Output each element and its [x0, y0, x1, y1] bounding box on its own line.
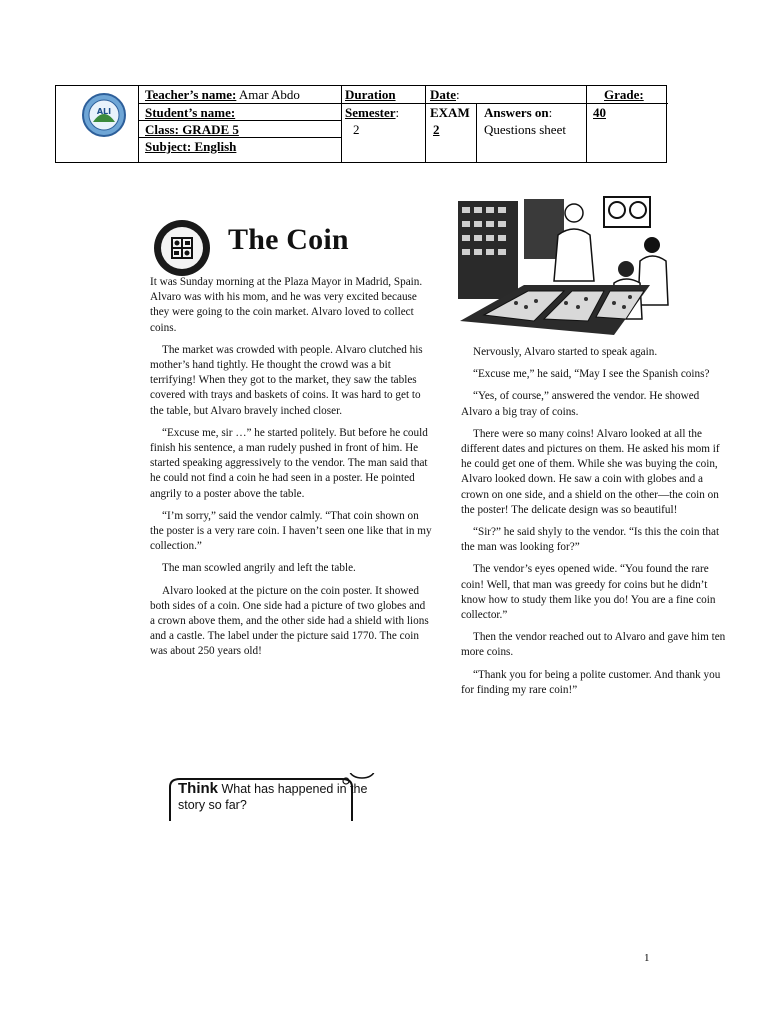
- class-label: Class: GRADE 5: [145, 122, 239, 137]
- table-divider: [138, 120, 341, 121]
- story-paragraph: Alvaro looked at the picture on the coin poster. It showed both sides of a coin. One side had a picture of two globes and a crown above them, and the other side had a shield with lions and a castle. The label under the picture said 1770. The coin was about 250 years old!: [150, 584, 429, 658]
- table-divider: [476, 103, 477, 162]
- story-title: The Coin: [228, 223, 349, 256]
- story-paragraph: Then the vendor reached out to Alvaro and gave him ten more coins.: [461, 631, 726, 659]
- table-divider: [341, 86, 342, 162]
- story-page: [128, 195, 726, 817]
- story-paragraph: Nervously, Alvaro started to speak again.: [473, 346, 658, 358]
- table-divider: [425, 86, 426, 162]
- table-divider: [586, 86, 587, 162]
- story-paragraph: The vendor’s eyes opened wide. “You found the rare coin! Well, that man was greedy for coins but he didn’t know how to study them like you do! You are a fine coin collector.”: [461, 563, 716, 622]
- table-divider: [138, 86, 139, 162]
- story-left-column: [150, 275, 432, 667]
- story-paragraph: It was Sunday morning at the Plaza Mayor in Madrid, Spain. Alvaro was with his mom, and he was very excited because they were going to the coin market. Alvaro loved to collect coins.: [150, 276, 423, 334]
- semester-row: Semester:: [345, 105, 400, 120]
- exam-label: EXAM: [430, 105, 470, 120]
- table-divider: [138, 103, 668, 104]
- answers-on-value: Questions sheet: [484, 122, 566, 137]
- answers-on-row: Answers on:: [484, 105, 553, 120]
- coin-icon: [152, 218, 212, 278]
- think-prompt: Think What has happened in the story so far?: [178, 780, 368, 812]
- semester-value: 2: [353, 122, 360, 137]
- date-row: Date:: [430, 87, 460, 102]
- grade-value: 40: [593, 105, 606, 120]
- grade-label: Grade:: [604, 87, 644, 102]
- story-paragraph: The man scowled angrily and left the table.: [162, 562, 356, 575]
- story-right-column: [461, 345, 729, 705]
- table-divider: [138, 137, 341, 138]
- duration-label: Duration: [345, 87, 396, 102]
- story-paragraph: There were so many coins! Alvaro looked at all the different dates and pictures on them. He asked his mom if he could get one of them. While she was buying the coin, Alvaro looked down. He saw a coin with globes and a crown on one side, and a shield on the other—the coin on the poster! The delicate design was so beautiful!: [461, 427, 720, 516]
- page-number: 1: [644, 952, 650, 964]
- story-paragraph: “Yes, of course,” answered the vendor. He showed Alvaro a big tray of coins.: [461, 390, 700, 418]
- exam-header-table: [55, 85, 667, 163]
- story-paragraph: “Thank you for being a polite customer. And thank you for finding my rare coin!”: [461, 668, 721, 696]
- coin-market-illustration: [454, 195, 670, 345]
- think-bubble: [166, 773, 386, 823]
- school-logo: [81, 92, 127, 138]
- exam-value: 2: [433, 122, 440, 137]
- story-paragraph: “Excuse me, sir …” he started politely. But before he could finish his sentence, a man rudely pushed in front of him. He started speaking aggressively to the vendor. The man said that he could not find a coin he had seen in a poster. He pointed angrily to a poster above the table.: [150, 426, 428, 500]
- story-paragraph: “I’m sorry,” said the vendor calmly. “That coin shown on the poster is a very rare coin. I haven’t seen one like that in my collection.”: [150, 509, 432, 553]
- svg-text:ALI: ALI: [96, 107, 112, 116]
- teacher-name-row: Teacher’s name: Amar Abdo: [145, 87, 300, 102]
- story-paragraph: The market was crowded with people. Alvaro clutched his mother’s hand tightly. He thought the crowd was a bit terrifying! When they got to the market, they saw the tables covered with trays and baskets of coins. It was hard to get to the table, but Alvaro bravely inched closer.: [150, 343, 423, 417]
- subject-label: Subject: English: [145, 139, 237, 154]
- student-name-label: Student’s name:: [145, 105, 236, 120]
- story-paragraph: “Sir?” he said shyly to the vendor. “Is this the coin that the man was looking for?”: [461, 526, 720, 554]
- story-paragraph: “Excuse me,” he said, “May I see the Spanish coins?: [473, 368, 710, 381]
